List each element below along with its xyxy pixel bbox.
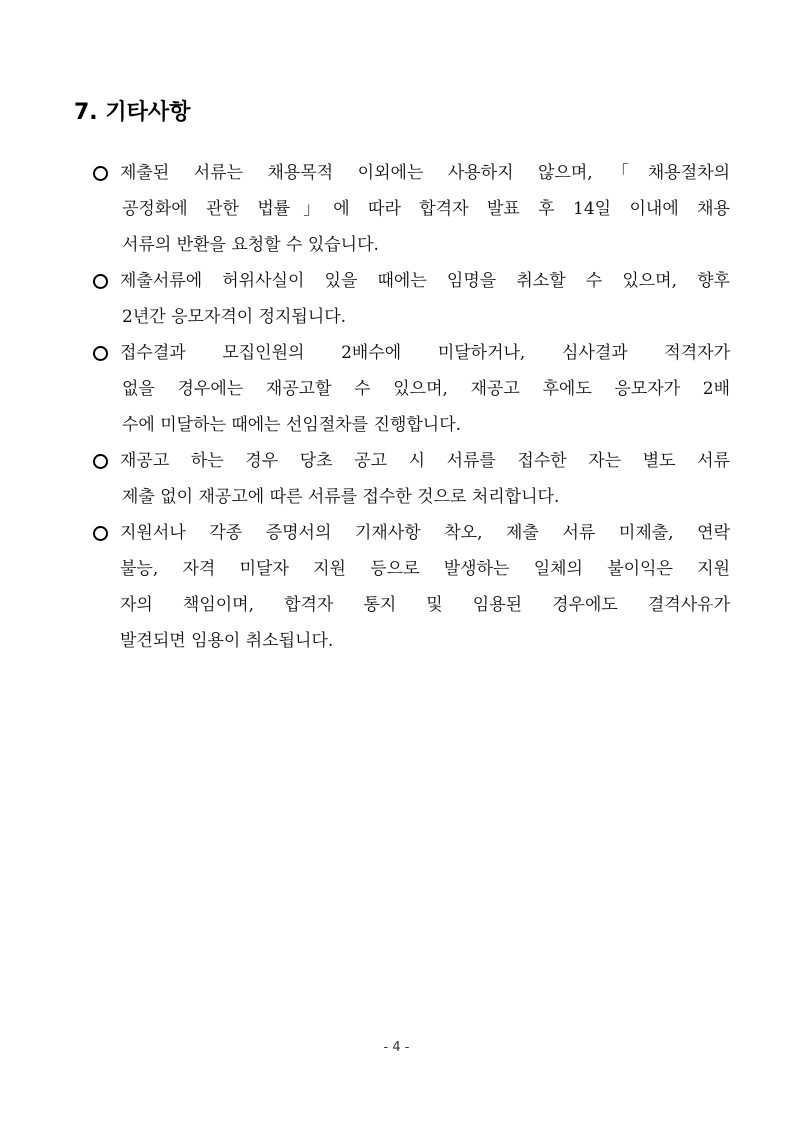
notice-list bbox=[90, 155, 730, 659]
circle-bullet-icon bbox=[90, 515, 110, 551]
page-number: - 4 - bbox=[383, 1040, 410, 1055]
list-item bbox=[90, 263, 730, 335]
circle-bullet-icon bbox=[90, 155, 110, 191]
item-line: 제출 없이 재공고에 따른 서류를 접수한 것으로 처리합니다. bbox=[122, 487, 560, 507]
item-line: 없을 경우에는 재공고할 수 있으며, 재공고 후에도 응모자가 2배 bbox=[122, 379, 730, 399]
list-item bbox=[90, 155, 730, 263]
item-line: 공정화에 관한 법률」에 따라 합격자 발표 후 14일 이내에 채용 bbox=[122, 199, 730, 219]
circle-bullet-icon bbox=[90, 443, 110, 479]
list-item bbox=[90, 335, 730, 443]
item-line: 2년간 응모자격이 정지됩니다. bbox=[122, 307, 347, 327]
circle-bullet-icon bbox=[90, 335, 110, 371]
item-line: 지원서나 각종 증명서의 기재사항 착오, 제출 서류 미제출, 연락 bbox=[120, 523, 730, 543]
list-item bbox=[90, 443, 730, 515]
list-item bbox=[90, 515, 730, 659]
item-line: 서류의 반환을 요청할 수 있습니다. bbox=[122, 235, 379, 255]
circle-bullet-icon bbox=[90, 263, 110, 299]
item-line: 발견되면 임용이 취소됩니다. bbox=[120, 631, 334, 651]
item-line: 수에 미달하는 때에는 선임절차를 진행합니다. bbox=[122, 415, 462, 435]
item-line: 제출서류에 허위사실이 있을 때에는 임명을 취소할 수 있으며, 향후 bbox=[120, 271, 730, 291]
item-line: 자의 책임이며, 합격자 통지 및 임용된 경우에도 결격사유가 bbox=[120, 595, 730, 615]
item-line: 불능, 자격 미달자 지원 등으로 발생하는 일체의 불이익은 지원 bbox=[120, 559, 730, 579]
item-line: 재공고 하는 경우 당초 공고 시 서류를 접수한 자는 별도 서류 bbox=[120, 451, 730, 471]
item-line: 접수결과 모집인원의 2배수에 미달하거나, 심사결과 적격자가 bbox=[120, 343, 730, 363]
item-line: 제출된 서류는 채용목적 이외에는 사용하지 않으며,「채용절차의 bbox=[120, 163, 730, 183]
section-title: 7. 기타사항 bbox=[74, 100, 191, 125]
